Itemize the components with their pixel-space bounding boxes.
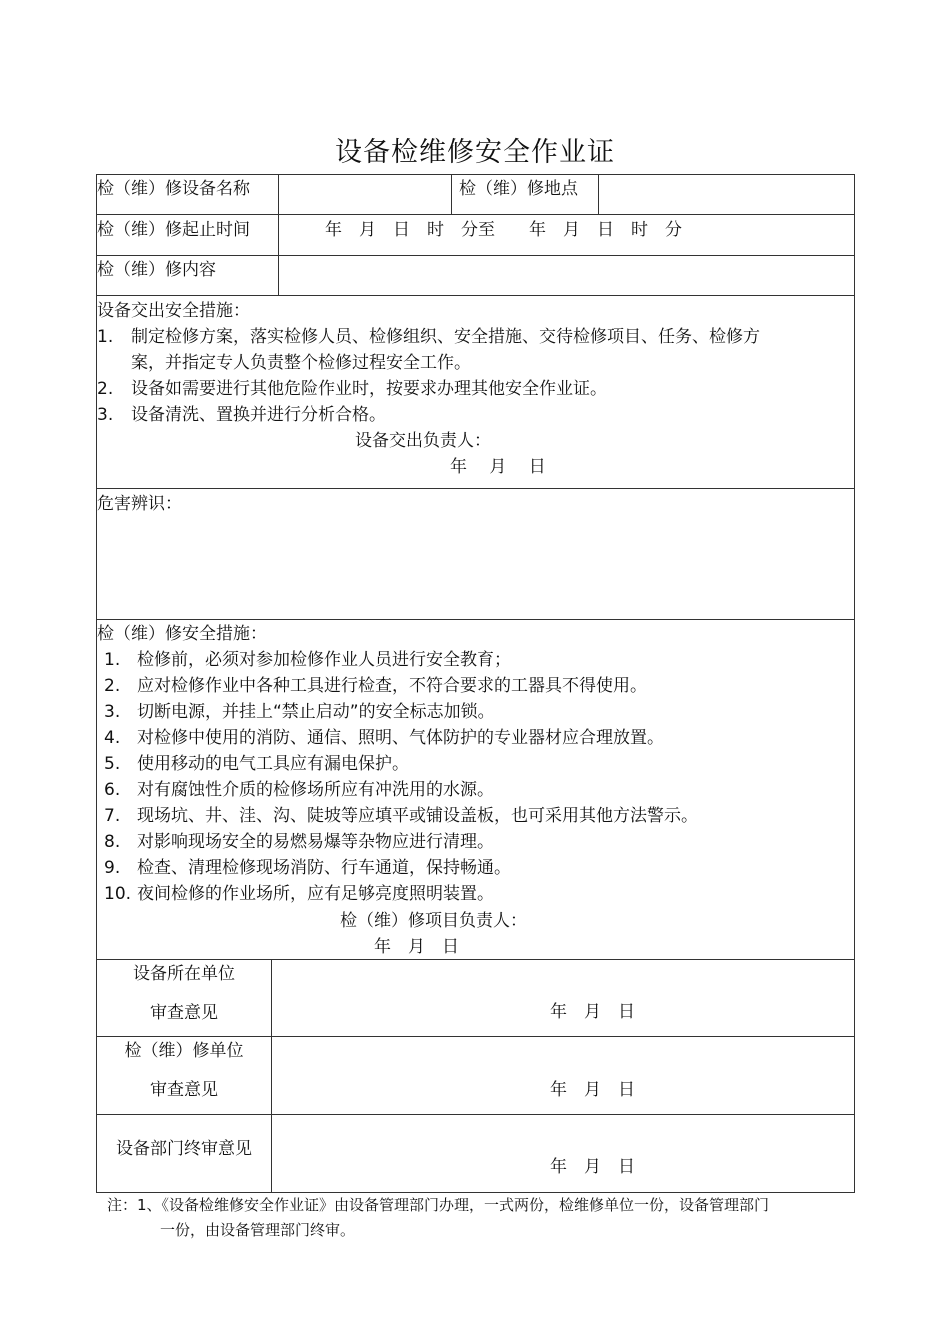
handover-heading: 设备交出安全措施： bbox=[97, 301, 250, 321]
equipment-name-label: 检（维）修设备名称 bbox=[97, 179, 250, 199]
measure-item-num: 4. bbox=[104, 728, 121, 748]
approval-final-line1: 设备部门终审意见 bbox=[116, 1139, 252, 1159]
measure-item-num: 6. bbox=[104, 780, 121, 800]
measure-item-num: 1. bbox=[104, 650, 121, 670]
time-range-label: 检（维）修起止时间 bbox=[97, 220, 250, 240]
equipment-name-field[interactable] bbox=[280, 176, 450, 213]
form-title: 设备检维修安全作业证 bbox=[335, 137, 615, 168]
approval-maintenance-line2: 审查意见 bbox=[150, 1080, 218, 1100]
content-field[interactable] bbox=[280, 257, 853, 294]
handover-responsible-label: 设备交出负责人： bbox=[355, 431, 491, 451]
hazard-field[interactable] bbox=[98, 520, 853, 616]
approval-unit-line1: 设备所在单位 bbox=[133, 964, 235, 984]
handover-item-text: 案，并指定专人负责整个检修过程安全工作。 bbox=[131, 353, 471, 373]
approval-unit-line2: 审查意见 bbox=[150, 1003, 218, 1023]
approval-final-date: 年 月 日 bbox=[550, 1157, 635, 1177]
approval-maintenance-line1: 检（维）修单位 bbox=[124, 1041, 244, 1061]
note-line2: 一份，由设备管理部门终审。 bbox=[160, 1221, 356, 1239]
handover-item-text: 设备清洗、置换并进行分析合格。 bbox=[131, 405, 386, 425]
measure-item-text: 对有腐蚀性介质的检修场所应有冲洗用的水源。 bbox=[137, 780, 494, 800]
measures-responsible-label: 检（维）修项目负责人： bbox=[340, 911, 527, 931]
measure-item-num: 8. bbox=[104, 832, 121, 852]
measure-item-text: 对检修中使用的消防、通信、照明、气体防护的专业器材应合理放置。 bbox=[137, 728, 664, 748]
measures-date: 年 月 日 bbox=[374, 937, 459, 957]
measure-item-num: 2. bbox=[104, 676, 121, 696]
measure-item-num: 3. bbox=[104, 702, 121, 722]
measure-item-text: 检修前，必须对参加检修作业人员进行安全教育； bbox=[137, 650, 511, 670]
content-label: 检（维）修内容 bbox=[97, 260, 216, 280]
handover-item-text: 制定检修方案，落实检修人员、检修组织、安全措施、交待检修项目、任务、检修方 bbox=[131, 327, 760, 347]
handover-item-num: 1. bbox=[97, 327, 114, 347]
measure-item-num: 5. bbox=[104, 754, 121, 774]
approval-final-field[interactable] bbox=[273, 1116, 853, 1192]
measure-item-text: 应对检修作业中各种工具进行检查，不符合要求的工器具不得使用。 bbox=[137, 676, 647, 696]
measure-item-text: 现场坑、井、洼、沟、陡坡等应填平或铺设盖板，也可采用其他方法警示。 bbox=[137, 806, 698, 826]
time-range-value[interactable]: 年 月 日 时 分至 年 月 日 时 分 bbox=[325, 220, 682, 240]
approval-maintenance-date: 年 月 日 bbox=[550, 1080, 635, 1100]
measure-item-text: 对影响现场安全的易燃易爆等杂物应进行清理。 bbox=[137, 832, 494, 852]
measure-item-text: 夜间检修的作业场所，应有足够亮度照明装置。 bbox=[137, 884, 494, 904]
note-line1: 注：1、《设备检维修安全作业证》由设备管理部门办理，一式两份，检维修单位一份，设备管理部门 bbox=[107, 1196, 770, 1214]
handover-item-num: 2. bbox=[97, 379, 114, 399]
approval-unit-date: 年 月 日 bbox=[550, 1002, 635, 1022]
location-label: 检（维）修地点 bbox=[459, 179, 578, 199]
measure-item-text: 使用移动的电气工具应有漏电保护。 bbox=[137, 754, 409, 774]
measures-heading: 检（维）修安全措施： bbox=[97, 624, 267, 644]
handover-item-num: 3. bbox=[97, 405, 114, 425]
handover-item-text: 设备如需要进行其他危险作业时，按要求办理其他安全作业证。 bbox=[131, 379, 607, 399]
measure-item-text: 切断电源，并挂上“禁止启动”的安全标志加锁。 bbox=[137, 702, 495, 722]
measure-item-num: 9. bbox=[104, 858, 121, 878]
measure-item-num: 10. bbox=[104, 884, 132, 904]
location-field[interactable] bbox=[600, 176, 853, 213]
handover-date: 年 月 日 bbox=[450, 457, 546, 477]
approval-maintenance-field[interactable] bbox=[273, 1038, 853, 1113]
measure-item-num: 7. bbox=[104, 806, 121, 826]
approval-unit-field[interactable] bbox=[273, 961, 853, 1035]
hazard-heading: 危害辨识： bbox=[97, 494, 182, 514]
measure-item-text: 检查、清理检修现场消防、行车通道，保持畅通。 bbox=[137, 858, 511, 878]
